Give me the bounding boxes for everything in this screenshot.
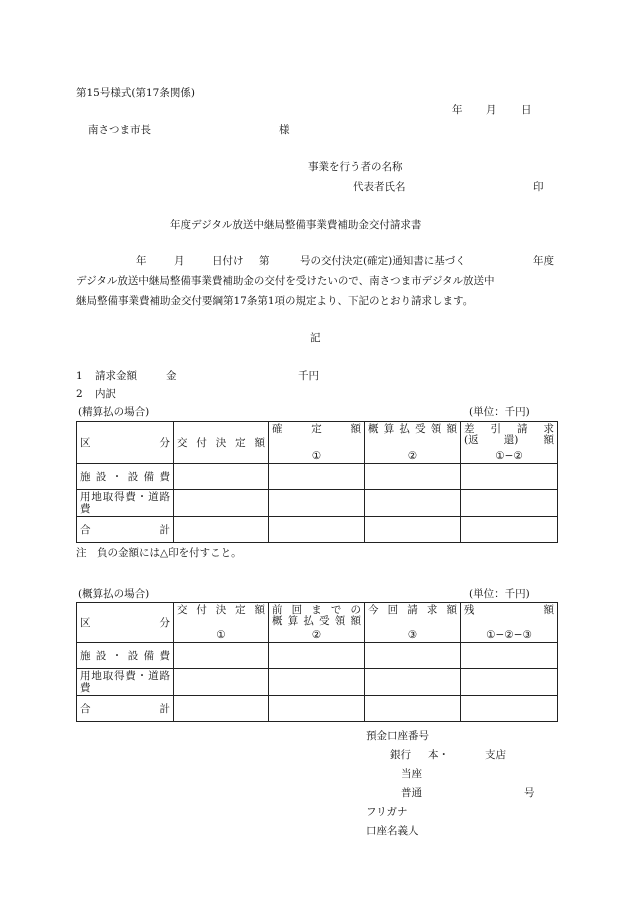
row-label-total: 合 計 [77,517,174,543]
table-cell [461,490,558,517]
table-cell [269,669,365,696]
table1-unit: (単位：千円) [469,406,530,418]
table-cell [461,696,558,722]
table-cell [269,696,365,722]
item2-number: 2 [76,388,83,400]
current-account-label: 当座 [401,768,422,780]
col-zangaku: 残 額 ①−②−③ [461,603,558,643]
representative-label: 代表者氏名 [353,181,406,193]
row-label-yochi: 用地取得費・道路費 [77,669,174,696]
table2-caption: (概算払の場合) [78,588,150,600]
table-cell [174,643,269,669]
table-header-row [77,603,558,643]
settlement-breakdown-table [76,421,558,543]
bank-label: 銀行 [390,749,411,761]
table-row [77,696,558,722]
table-cell [174,517,269,543]
ki-mark: 記 [310,332,321,344]
item2-label: 内訳 [95,388,116,400]
body-date-label: 日付け [212,255,244,267]
table-cell [174,669,269,696]
item1-label: 請求金額 [95,370,137,382]
table-cell [365,669,461,696]
table-cell [365,696,461,722]
furigana-label: フリガナ [366,806,408,818]
table-cell [461,517,558,543]
account-holder-label: 口座名義人 [366,825,419,837]
body-line2: デジタル放送中継局整備事業費補助金の交付を受けたいので、南さつま市デジタル放送中 [76,275,495,287]
applicant-name-label: 事業を行う者の名称 [308,161,403,173]
row-label-shisetsu: 施設・設備費 [77,464,174,490]
body-fiscal-year: 年度 [533,255,554,267]
table-cell [269,643,365,669]
col-konkai-seikyu: 今回請求額 ③ [365,603,461,643]
table-row [77,669,558,696]
addressee: 南さつま市長 [88,124,151,136]
body-month: 月 [174,255,185,267]
document-title: 年度デジタル放送中継局整備事業費補助金交付請求書 [170,219,422,231]
table-cell [269,490,365,517]
table-row [77,464,558,490]
col-kubun: 区 分 [77,603,174,643]
table-cell [461,643,558,669]
table2-unit: (単位：千円) [469,588,530,600]
table-cell [174,696,269,722]
item1-unit: 千円 [298,370,319,382]
col-kakutei: 確 定 額 ① [269,422,365,464]
table-cell [269,464,365,490]
table-cell [174,490,269,517]
table1-caption: (精算払の場合) [78,406,150,418]
table-cell [365,490,461,517]
col-zenkai-gaisan: 前回までの 概算払受領額 ② [269,603,365,643]
table-cell [365,643,461,669]
table-row [77,490,558,517]
body-line3: 継局整備事業費補助金交付要綱第17条第1項の規定より、下記のとおり請求します。 [76,295,474,307]
col-gaisan-juryo: 概算払受領額 ② [365,422,461,464]
item1-kin: 金 [166,370,177,382]
item1-number: 1 [76,370,83,382]
table-cell [461,464,558,490]
row-label-total: 合 計 [77,696,174,722]
table-cell [461,669,558,696]
table-cell [365,464,461,490]
col-kubun: 区 分 [77,422,174,464]
advance-payment-breakdown-table [76,602,558,722]
col-sabiki-seikyu: 差 引 請 求 (返 還) 額 ①−② [461,422,558,464]
row-label-shisetsu: 施設・設備費 [77,643,174,669]
ordinary-account-label: 普通 [401,787,422,799]
body-year: 年 [136,255,147,267]
negative-amount-note: 注 負の金額には△印を付すこと。 [76,547,242,559]
col-kofu-kettei: 交付決定額 [174,422,269,464]
honorific: 様 [279,124,290,136]
form-number: 第15号様式(第17条関係) [76,87,195,99]
body-line1-rest: 号の交付決定(確定)通知書に基づく [300,255,466,267]
seal-mark: 印 [533,181,544,193]
account-number-label: 預金口座番号 [366,730,429,742]
table-row [77,517,558,543]
main-branch-label: 本・ [428,749,449,761]
table-cell [269,517,365,543]
date-month-label: 月 [486,104,497,116]
branch-label: 支店 [485,749,506,761]
col-kofu-kettei: 交付決定額 ① [174,603,269,643]
table-cell [174,464,269,490]
table-header-row [77,422,558,464]
date-day-label: 日 [521,104,532,116]
body-no-prefix: 第 [259,255,270,267]
number-suffix: 号 [524,787,535,799]
date-year-label: 年 [452,104,463,116]
table-cell [365,517,461,543]
table-row [77,643,558,669]
row-label-yochi: 用地取得費・道路費 [77,490,174,517]
